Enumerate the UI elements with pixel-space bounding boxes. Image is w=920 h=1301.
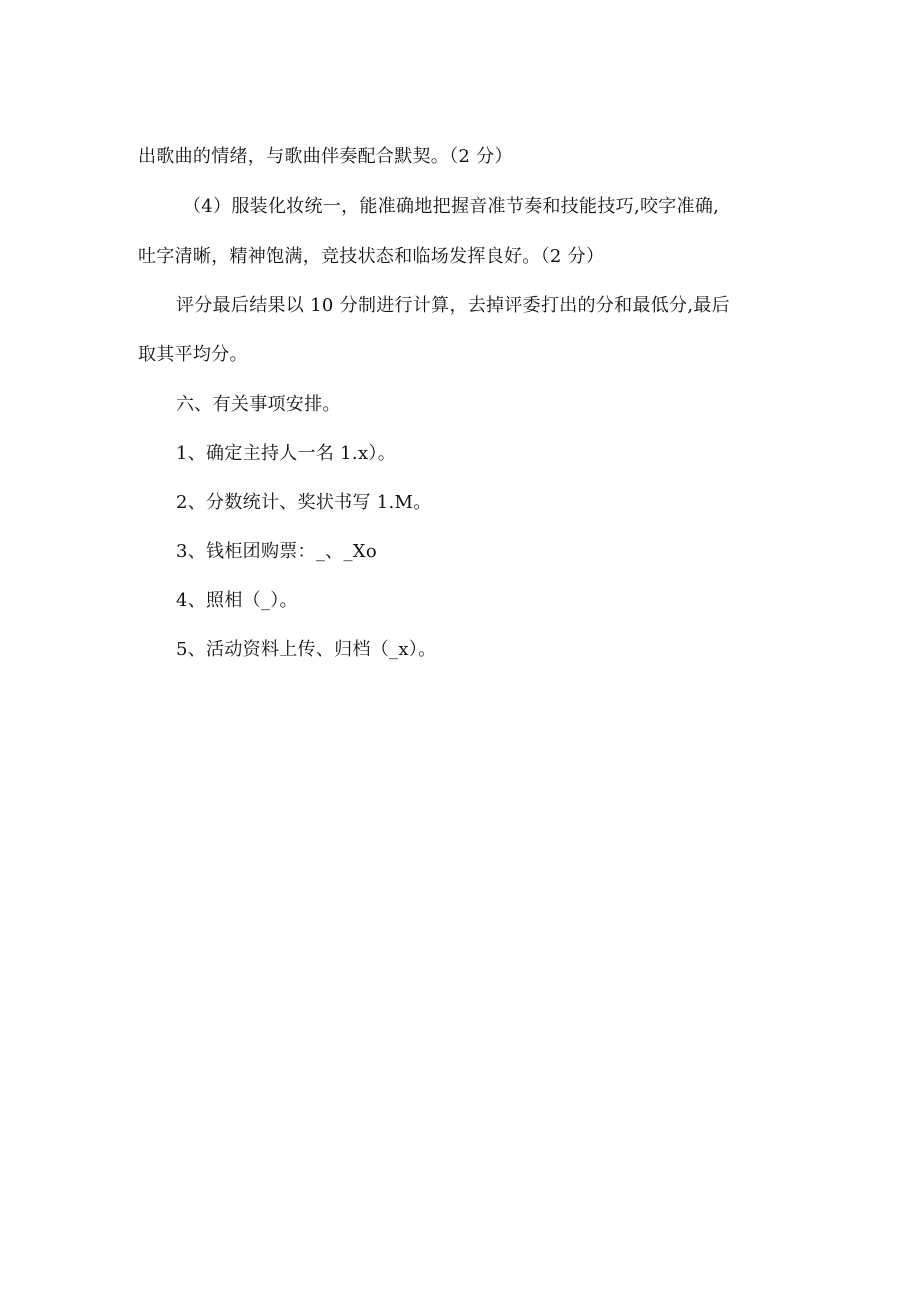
text-line-4: 评分最后结果以 10 分制进行计算，去掉评委打出的分和最低分,最后 [176, 295, 730, 316]
section-heading: 六、有关事项安排。 [176, 394, 341, 415]
text-line-3: 吐字清晰，精神饱满，竞技状态和临场发挥良好。（2 分） [138, 246, 605, 267]
text-line-1: 出歌曲的情绪，与歌曲伴奏配合默契。（2 分） [138, 146, 513, 167]
list-item-2: 2、分数统计、奖状书写 1.M。 [176, 492, 432, 513]
list-item-3: 3、钱柜团购票：_、_Xo [176, 541, 378, 562]
text-line-5: 取其平均分。 [138, 344, 248, 365]
list-item-4: 4、照相（_）。 [176, 590, 298, 611]
list-item-1: 1、确定主持人一名 1.x）。 [176, 443, 396, 464]
list-item-5: 5、活动资料上传、归档（_x）。 [176, 639, 437, 660]
text-line-2: （4）服装化妆统一，能准确地把握音准节奏和技能技巧,咬字准确, [183, 196, 720, 217]
